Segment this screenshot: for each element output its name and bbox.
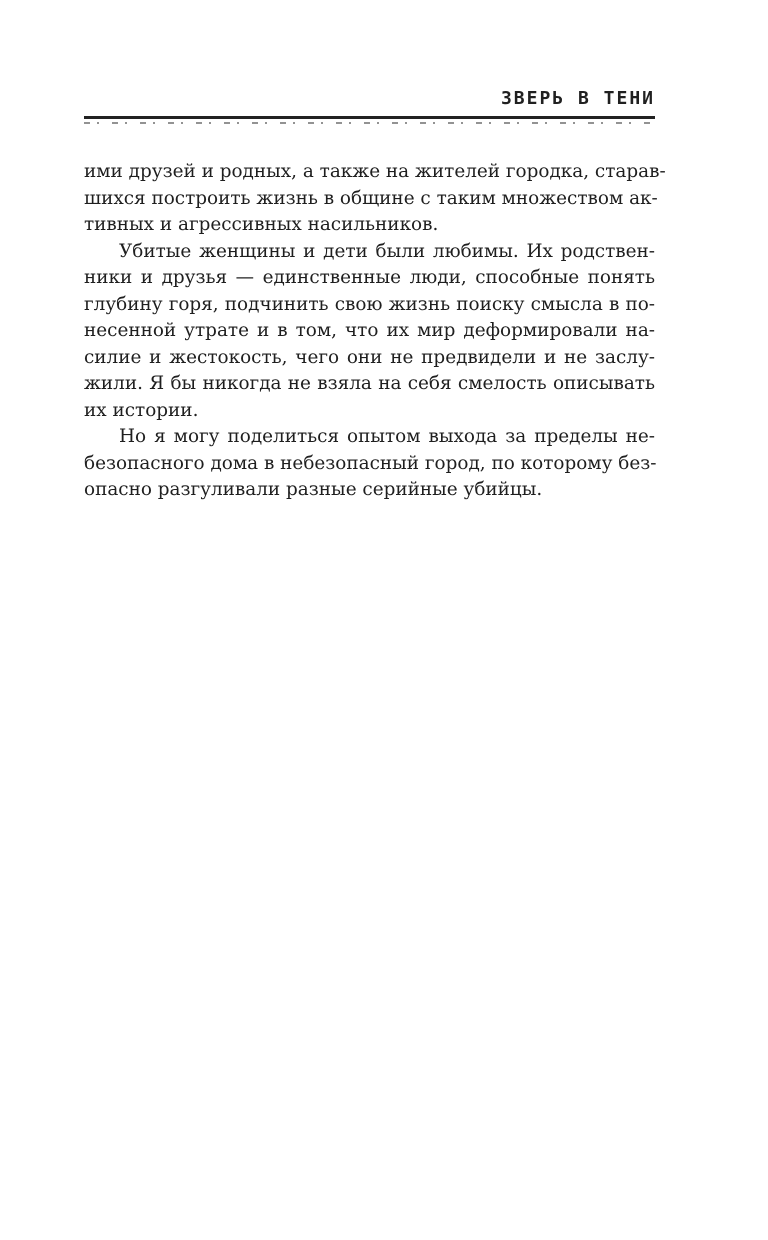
paragraph-2	[84, 239, 655, 425]
running-head-title: ЗВЕРЬ В ТЕНИ	[500, 88, 655, 109]
text-line: ими друзей и родных, а также на жителей городка, старав-	[84, 161, 666, 182]
text-line: опасно разгуливали разные серийные убийцы.	[84, 479, 543, 500]
text-line: несенной утрате и в том, что их мир деформировали на-	[84, 320, 655, 341]
text-line: Убитые женщины и дети были любимы. Их родствен-	[119, 240, 655, 262]
header-rule-texture	[84, 122, 655, 124]
text-line: Но я могу поделиться опытом выхода за пределы не-	[119, 426, 655, 447]
text-line: силие и жестокость, чего они не предвидели и не заслу-	[84, 346, 655, 368]
body-text	[84, 159, 666, 504]
header-rule	[84, 116, 655, 119]
text-line: жили. Я бы никогда не взяла на себя смелость описывать	[84, 373, 655, 394]
text-line: глубину горя, подчинить свою жизнь поиску смысла в по-	[84, 293, 655, 315]
text-line: безопасного дома в небезопасный город, по которому без-	[84, 452, 657, 474]
text-line: их истории.	[84, 399, 199, 421]
paragraph-1	[84, 159, 666, 239]
text-line: ники и друзья — единственные люди, способные понять	[84, 267, 655, 288]
text-line: шихся построить жизнь в общине с таким множеством ак-	[84, 187, 658, 209]
text-line: тивных и агрессивных насильников.	[84, 214, 439, 235]
paragraph-3	[84, 424, 655, 504]
